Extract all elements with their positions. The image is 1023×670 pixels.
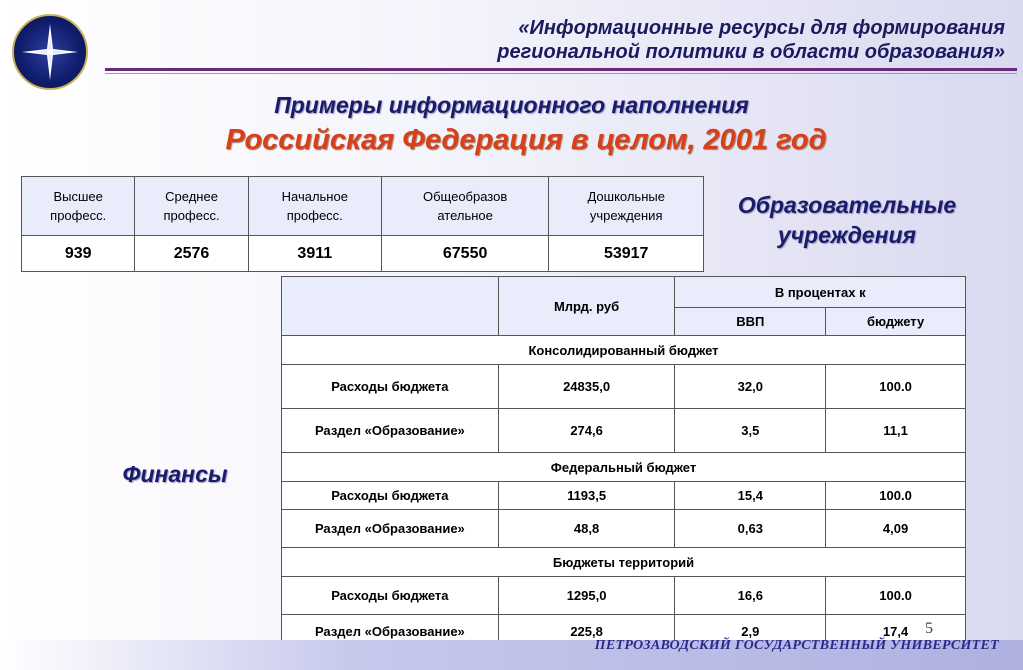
row-name: Расходы бюджета: [282, 365, 499, 409]
col-preschool: Дошкольные учреждения: [549, 177, 704, 236]
section-title: Бюджеты территорий: [282, 548, 966, 577]
value-preschool: 53917: [549, 236, 704, 272]
row-budget: 4,09: [826, 510, 966, 548]
table-row: [282, 510, 966, 548]
finance-label: Финансы: [122, 461, 228, 487]
row-gdp: 32,0: [675, 365, 826, 409]
section-consolidated: [282, 336, 966, 365]
row-amount: 1193,5: [498, 482, 675, 510]
header-divider: [105, 68, 1017, 71]
header-amount: Млрд. руб: [498, 277, 675, 336]
row-name: Раздел «Образование»: [282, 615, 499, 649]
row-name: Раздел «Образование»: [282, 409, 499, 453]
university-logo: [12, 14, 88, 90]
table-row: [282, 482, 966, 510]
header-gdp: ВВП: [675, 308, 826, 336]
row-gdp: 2,9: [675, 615, 826, 649]
institutions-header-row: [22, 177, 704, 236]
presentation-title-line2: региональной политики в области образования»: [497, 41, 1005, 63]
row-amount: 24835,0: [498, 365, 675, 409]
row-amount: 48,8: [498, 510, 675, 548]
institutions-table: [21, 176, 704, 272]
row-gdp: 15,4: [675, 482, 826, 510]
row-budget: 100.0: [826, 365, 966, 409]
row-amount: 274,6: [498, 409, 675, 453]
row-gdp: 3,5: [675, 409, 826, 453]
row-gdp: 16,6: [675, 577, 826, 615]
section-federal: [282, 453, 966, 482]
row-gdp: 0,63: [675, 510, 826, 548]
row-name: Раздел «Образование»: [282, 510, 499, 548]
section-territories: [282, 548, 966, 577]
header-percent: В процентах к: [675, 277, 966, 308]
col-general: Общеобразов ательное: [381, 177, 549, 236]
header-divider-thin: [105, 73, 1017, 74]
value-secondary: 2576: [135, 236, 248, 272]
institutions-label: Образовательные учреждения: [737, 192, 957, 248]
finance-header-blank: [282, 277, 499, 336]
value-primary: 3911: [248, 236, 381, 272]
col-higher: Высшее професс.: [22, 177, 135, 236]
finance-table: [281, 276, 966, 649]
row-amount: 1295,0: [498, 577, 675, 615]
table-row: [282, 365, 966, 409]
value-general: 67550: [381, 236, 549, 272]
slide-subtitle: Примеры информационного наполнения: [274, 92, 749, 118]
row-budget: 100.0: [826, 577, 966, 615]
header-budget: бюджету: [826, 308, 966, 336]
footer-university: ПЕТРОЗАВОДСКИЙ ГОСУДАРСТВЕННЫЙ УНИВЕРСИТЕТ: [594, 638, 999, 653]
value-higher: 939: [22, 236, 135, 272]
presentation-title-line1: «Информационные ресурсы для формирования: [518, 17, 1005, 39]
row-budget: 17,4: [826, 615, 966, 649]
row-amount: 225,8: [498, 615, 675, 649]
slide-heading: Российская Федерация в целом, 2001 год: [225, 124, 827, 156]
table-row: [282, 577, 966, 615]
row-budget: 100.0: [826, 482, 966, 510]
institutions-values-row: [22, 236, 704, 272]
presentation-title: [497, 16, 1005, 64]
col-secondary: Среднее професс.: [135, 177, 248, 236]
page-number: 5: [925, 620, 933, 637]
row-name: Расходы бюджета: [282, 482, 499, 510]
row-budget: 11,1: [826, 409, 966, 453]
table-row: [282, 409, 966, 453]
star-compass-icon: [14, 16, 86, 88]
section-title: Федеральный бюджет: [282, 453, 966, 482]
col-primary: Начальное професс.: [248, 177, 381, 236]
section-title: Консолидированный бюджет: [282, 336, 966, 365]
row-name: Расходы бюджета: [282, 577, 499, 615]
finance-header-row: [282, 277, 966, 308]
